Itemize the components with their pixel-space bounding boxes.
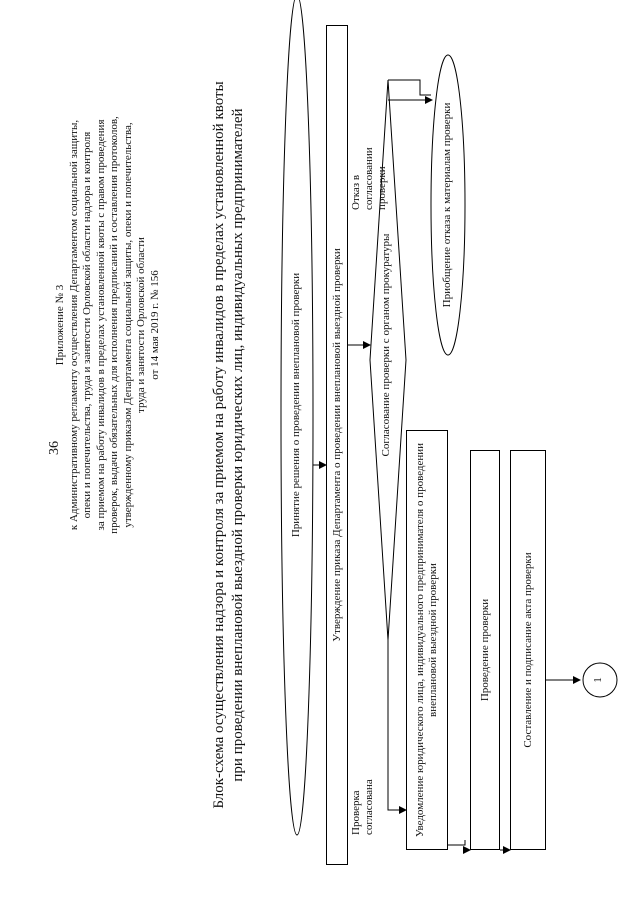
appendix-line: Приложение № 3	[54, 284, 66, 366]
prosecutor-check-label: Согласование проверки с органом прокуратуры	[380, 233, 392, 457]
appendix-line: к Административному регламенту осуществления Департаментом социальной защиты,	[67, 119, 80, 531]
appendix-line: проверок, выдачи обязательных для исполнения предписаний и составления протоколов,	[108, 116, 120, 534]
refusal-label: Отказ в согласовании проверки	[350, 147, 388, 210]
notification-text: Уведомление юридического лица, индивидуального предпринимателя о проведении внеплановой выездной проверки	[414, 442, 439, 838]
notification-box	[406, 430, 448, 850]
order-approval-box	[326, 25, 348, 865]
appendix-line: за приемом на работу инвалидов в пределах установленной квоты с правом проведения	[94, 119, 107, 531]
act-signing-text: Составление и подписание акта проверки	[521, 552, 534, 748]
inspection-box	[470, 450, 500, 850]
order-approval-text: Утверждение приказа Департамента о проведении внеплановой выездной проверки	[330, 248, 343, 642]
page-number: 36	[47, 441, 62, 455]
appendix-line: труда и занятости Орловской области	[135, 237, 147, 413]
title-line-2: при проведении внеплановой выездной проверки юридических лиц, индивидуальных предпринимателей	[230, 108, 246, 782]
approved-label: Проверка согласована	[350, 779, 375, 835]
attach-refusal-label: Приобщение отказа к материалам проверки	[441, 102, 453, 308]
appendix-line: опеки и попечительства, труда и занятости Орловской области надзора и контроля	[81, 131, 93, 519]
appendix-line: от 14 мая 2019 г. № 156	[148, 270, 161, 380]
title-line-1: Блок-схема осуществления надзора и контроля за приемом на работу инвалидов в пределах установленной квоты	[211, 81, 227, 809]
inspection-text: Проведение проверки	[478, 598, 491, 702]
start-oval-label: Принятие решения о проведении внеплановой проверки	[290, 272, 302, 538]
act-signing-box	[510, 450, 546, 850]
connector-label: 1	[592, 677, 604, 683]
appendix-line: утвержденному приказом Департамента социальной защиты, опеки и попечительства,	[121, 122, 134, 528]
